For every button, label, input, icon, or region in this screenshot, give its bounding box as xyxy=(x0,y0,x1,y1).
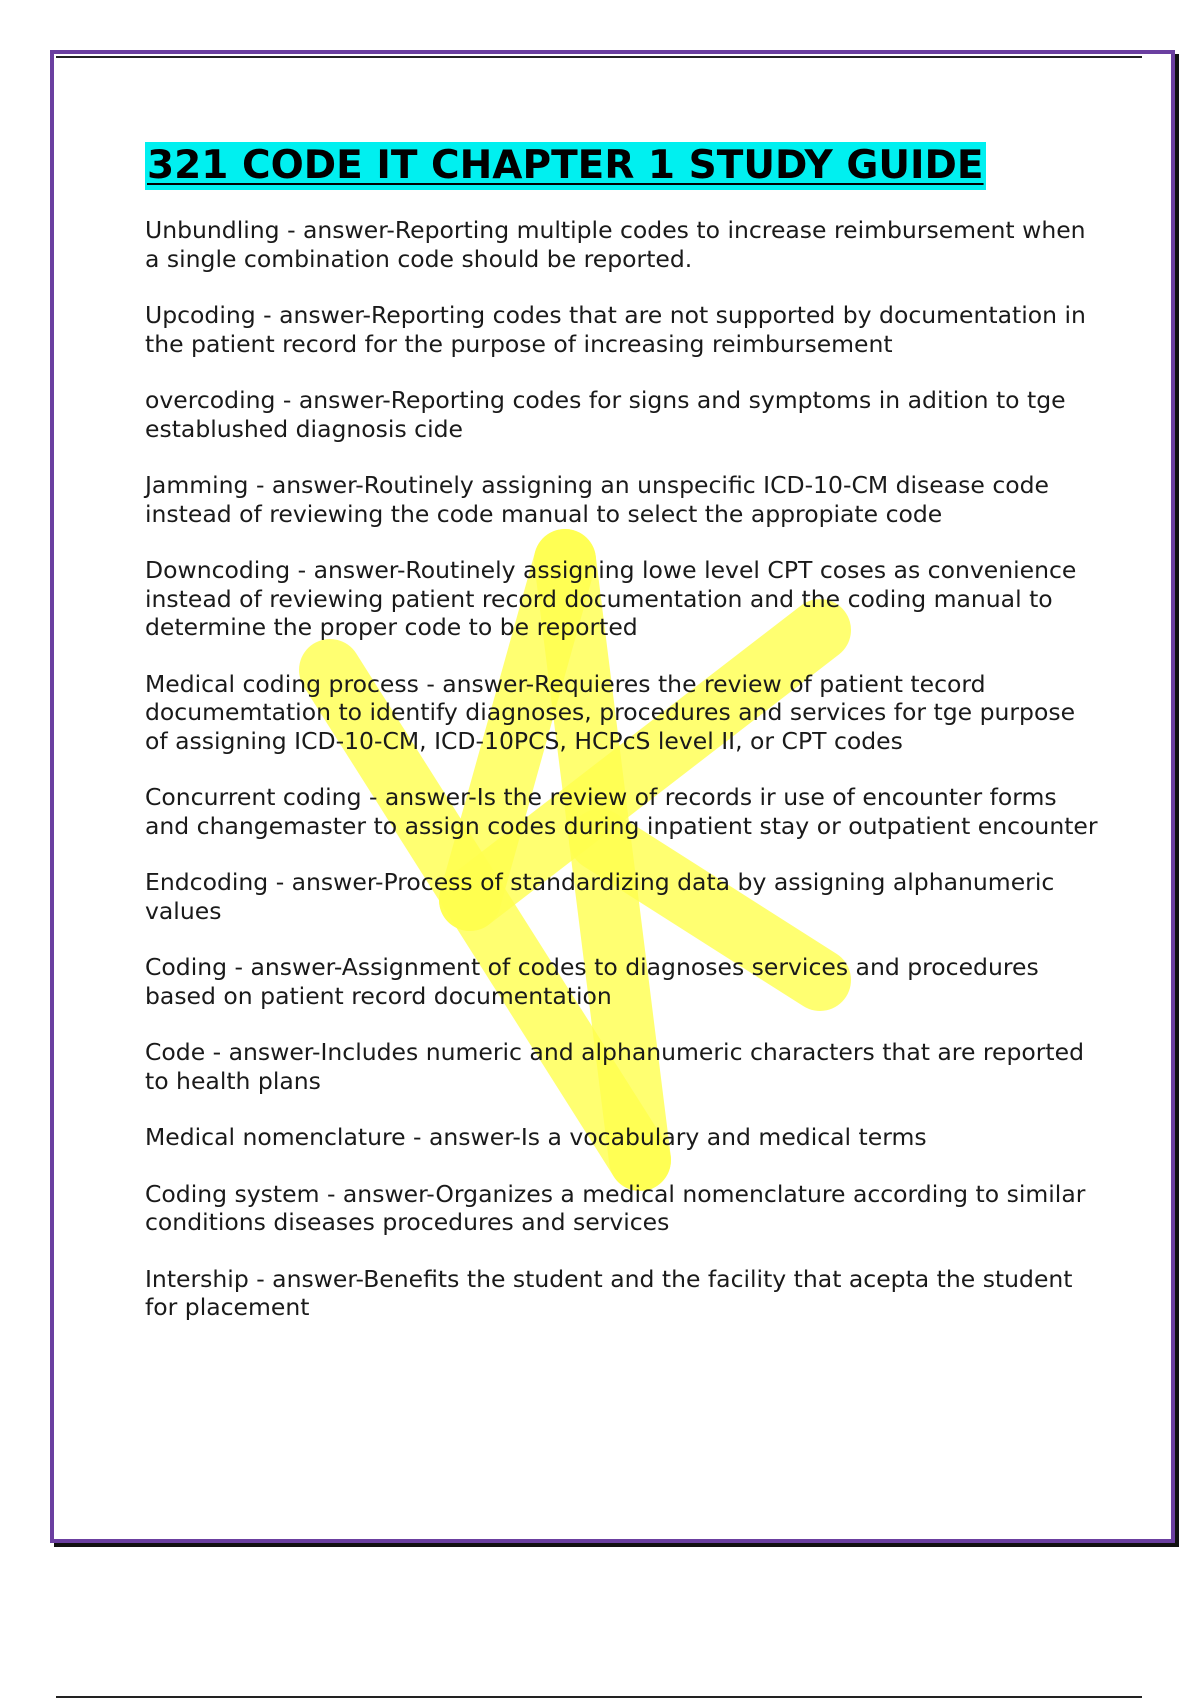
list-item xyxy=(145,471,1105,528)
list-item xyxy=(145,556,1105,642)
entry-answer: answer-Routinely assigning an unspecific ICD-10-CM disease code instead of reviewing the code manual to select the appropiate code xyxy=(145,471,1049,528)
entry-answer: answer-Assignment of codes to diagnoses services and procedures based on patient record documentation xyxy=(145,953,1039,1010)
entry-answer: answer-Includes numeric and alphanumeric characters that are reported to health plans xyxy=(145,1038,1085,1095)
entry-list xyxy=(145,216,1105,1322)
list-item xyxy=(145,953,1105,1010)
entry-answer: answer-Benefits the student and the facility that acepta the student for placement xyxy=(145,1264,1073,1321)
entry-term: Upcoding - xyxy=(145,301,279,329)
entry-term: Code - xyxy=(145,1038,229,1066)
entry-answer: answer-Requieres the review of patient tecord documemtation to identify diagnoses, procedures and services for tge purpose of assigning ICD-10-CM, ICD-10PCS, HCPcS level II, or CPT codes xyxy=(145,669,1076,755)
entry-answer: answer-Organizes a medical nomenclature according to similar conditions diseases procedures and services xyxy=(145,1179,1086,1236)
list-item xyxy=(145,868,1105,925)
bottom-rule xyxy=(56,1696,1142,1698)
entry-term: overcoding - xyxy=(145,386,299,414)
entry-answer: answer-Routinely assigning lowe level CPT coses as convenience instead of reviewing patient record documentation and the coding manual to determine the proper code to be reported xyxy=(145,556,1077,641)
list-item xyxy=(145,1265,1105,1322)
entry-answer: answer-Reporting codes for signs and symptoms in adition to tge establushed diagnosis cide xyxy=(145,386,1066,443)
entry-term: Downcoding - xyxy=(145,556,314,584)
entry-answer: answer-Reporting multiple codes to increase reimbursement when a single combination code should be reported. xyxy=(145,216,1086,273)
entry-term: Jamming - xyxy=(145,471,272,499)
entry-term: Coding system - xyxy=(145,1180,343,1208)
entry-answer: answer-Is the review of records ir use of encounter forms and changemaster to assign codes during inpatient stay or outpatient encounter xyxy=(145,783,1098,840)
entry-term: Medical nomenclature - xyxy=(145,1123,429,1151)
entry-term: Endcoding - xyxy=(145,868,292,896)
list-item xyxy=(145,1038,1105,1095)
list-item xyxy=(145,386,1105,443)
study-guide-content xyxy=(145,142,1105,1350)
entry-answer: answer-Reporting codes that are not supported by documentation in the patient record for the purpose of increasing reimbursement xyxy=(145,301,1086,358)
document-title: 321 CODE IT CHAPTER 1 STUDY GUIDE xyxy=(147,143,984,188)
entry-term: Medical coding process - xyxy=(145,670,442,698)
entry-term: Concurrent coding - xyxy=(145,783,385,811)
top-rule xyxy=(56,56,1142,58)
entry-answer: answer-Process of standardizing data by assigning alphanumeric values xyxy=(145,868,1055,925)
list-item xyxy=(145,1123,1105,1152)
list-item xyxy=(145,301,1105,358)
entry-term: Intership - xyxy=(145,1265,272,1293)
list-item xyxy=(145,670,1105,756)
entry-answer: answer-Is a vocabulary and medical terms xyxy=(429,1123,927,1151)
list-item xyxy=(145,783,1105,840)
entry-term: Coding - xyxy=(145,953,250,981)
list-item xyxy=(145,216,1105,273)
entry-term: Unbundling - xyxy=(145,216,303,244)
list-item xyxy=(145,1180,1105,1237)
